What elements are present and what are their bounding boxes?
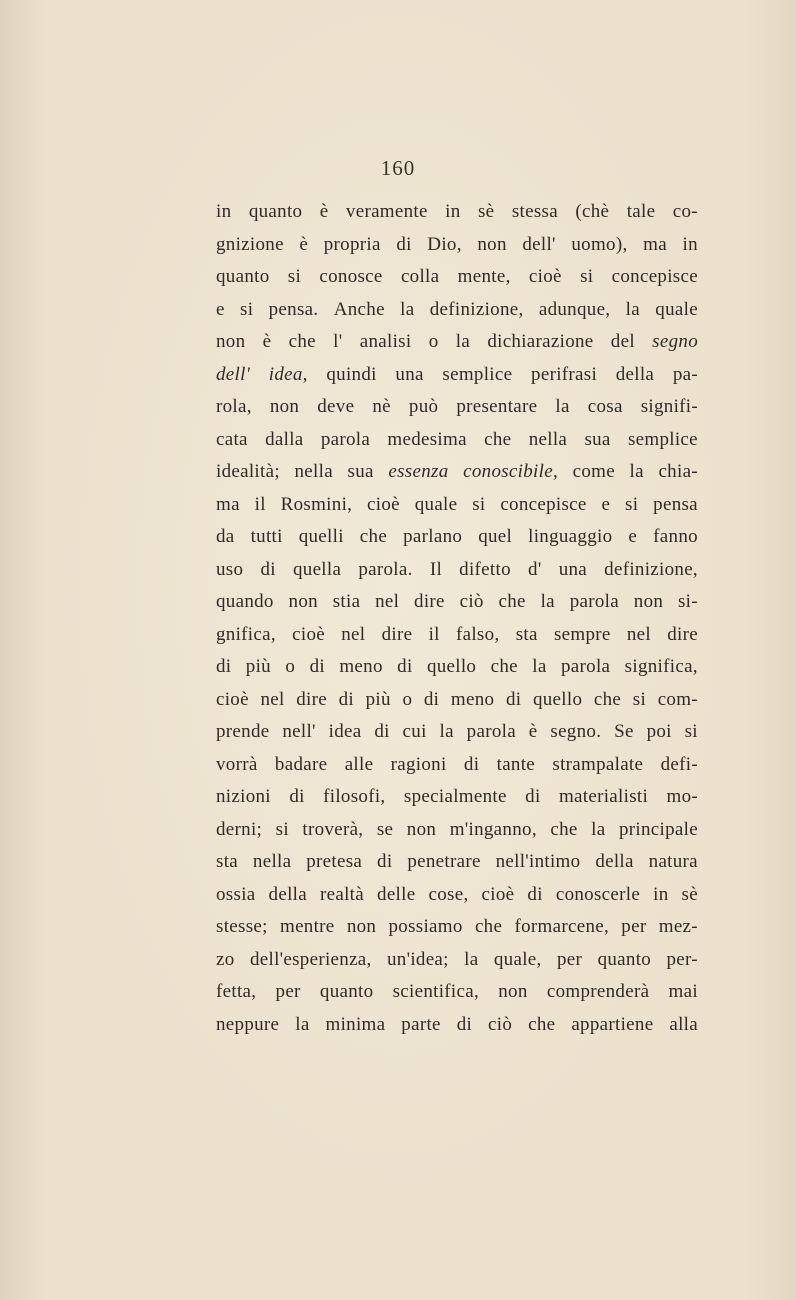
word: signifi- bbox=[640, 396, 698, 417]
word: defi- bbox=[660, 753, 698, 775]
word: la bbox=[455, 331, 471, 352]
word: del bbox=[610, 331, 635, 352]
word: la bbox=[555, 396, 570, 417]
word: di bbox=[289, 786, 305, 807]
word: non bbox=[216, 331, 246, 352]
word: cose, bbox=[428, 883, 469, 905]
word: sempre bbox=[553, 623, 611, 645]
word: deve bbox=[317, 396, 355, 417]
word: si bbox=[240, 298, 254, 320]
word: formarcene, bbox=[514, 916, 610, 937]
word: adunque, bbox=[538, 298, 611, 320]
word: non bbox=[477, 233, 507, 255]
word: che bbox=[498, 591, 526, 612]
word: uso bbox=[216, 558, 244, 580]
word: e bbox=[628, 526, 638, 547]
word: si bbox=[275, 818, 289, 840]
word: dell' bbox=[522, 233, 556, 255]
word: della bbox=[268, 883, 307, 905]
word: nel bbox=[375, 591, 400, 612]
word: in bbox=[682, 233, 698, 255]
word: troverà, bbox=[302, 818, 364, 840]
word: di bbox=[216, 656, 232, 677]
word: dire bbox=[414, 591, 445, 612]
word: cata bbox=[216, 428, 248, 450]
text-line bbox=[216, 489, 698, 522]
word: Se bbox=[614, 721, 634, 742]
word: di bbox=[505, 688, 522, 710]
word: pa- bbox=[672, 363, 698, 385]
word: dire bbox=[667, 623, 698, 645]
word: si- bbox=[677, 591, 698, 612]
word: natura bbox=[648, 851, 698, 872]
word: essenza bbox=[388, 461, 449, 482]
word: dire bbox=[296, 688, 327, 710]
word: quindi bbox=[326, 363, 377, 385]
text-line bbox=[216, 424, 698, 457]
word: pensa bbox=[653, 493, 698, 515]
word: rola, bbox=[216, 396, 252, 417]
word: quanto bbox=[248, 201, 303, 222]
word: fetta, bbox=[216, 981, 257, 1002]
word: scientifica, bbox=[392, 981, 480, 1002]
word: stia bbox=[332, 591, 361, 612]
word: e bbox=[601, 493, 611, 515]
word: derni; bbox=[216, 818, 263, 840]
word: parola bbox=[320, 428, 371, 450]
page-number: 160 bbox=[380, 156, 416, 180]
word: ossia bbox=[216, 883, 256, 905]
word: meno bbox=[339, 656, 383, 677]
word: cioè bbox=[216, 688, 249, 710]
word: è bbox=[528, 721, 538, 742]
word: Il bbox=[429, 558, 443, 580]
word: parlano bbox=[403, 526, 463, 547]
word: minima bbox=[325, 1013, 386, 1035]
word: nella bbox=[528, 428, 568, 450]
body-text bbox=[216, 196, 698, 1041]
word: si bbox=[632, 688, 647, 710]
word: pretesa bbox=[306, 851, 363, 872]
word: di bbox=[377, 851, 393, 872]
text-line bbox=[216, 1009, 698, 1042]
text-line bbox=[216, 781, 698, 814]
word: quelli bbox=[298, 526, 344, 547]
word: nel bbox=[626, 623, 651, 645]
word: di bbox=[309, 656, 325, 677]
word: tutti bbox=[250, 526, 283, 547]
word: per bbox=[621, 916, 647, 937]
word: in bbox=[653, 883, 669, 905]
word: ma bbox=[216, 493, 240, 515]
word: non bbox=[288, 591, 318, 612]
word: di bbox=[374, 721, 390, 742]
word: di bbox=[527, 883, 543, 905]
word: dichiarazione bbox=[487, 331, 594, 352]
word: la bbox=[464, 948, 479, 970]
word: per bbox=[275, 981, 301, 1002]
word: che bbox=[593, 688, 622, 710]
word: che bbox=[359, 526, 388, 547]
word: per bbox=[556, 948, 583, 970]
word: quale bbox=[655, 298, 698, 320]
word: della bbox=[615, 363, 655, 385]
word: uomo), bbox=[571, 233, 628, 255]
word: gnifica, bbox=[216, 623, 276, 645]
word: una bbox=[395, 363, 424, 385]
word: quale bbox=[414, 493, 458, 515]
word: medesima bbox=[387, 428, 467, 450]
word: parola. bbox=[358, 558, 413, 580]
word: quando bbox=[216, 591, 274, 612]
word: penetrare bbox=[407, 851, 481, 872]
word: che bbox=[288, 331, 316, 352]
word: concepisce bbox=[611, 266, 698, 287]
word: o bbox=[428, 331, 439, 352]
word: definizione, bbox=[604, 558, 698, 580]
text-line bbox=[216, 879, 698, 912]
word: linguaggio bbox=[528, 526, 613, 547]
word: idea bbox=[328, 721, 362, 742]
word: o bbox=[402, 688, 413, 710]
word: nè bbox=[372, 396, 391, 417]
word: strampalate bbox=[552, 753, 644, 775]
word: cioè bbox=[367, 493, 400, 515]
word: prende bbox=[216, 721, 270, 742]
text-line bbox=[216, 456, 698, 489]
word: si bbox=[287, 266, 302, 287]
word: ciò bbox=[488, 1013, 513, 1035]
word: quale, bbox=[493, 948, 542, 970]
word: la bbox=[532, 656, 547, 677]
word: propria bbox=[323, 233, 381, 255]
word: neppure bbox=[216, 1013, 280, 1035]
text-line bbox=[216, 749, 698, 782]
word: di bbox=[260, 558, 276, 580]
word: non bbox=[346, 916, 377, 937]
word: nella bbox=[252, 851, 292, 872]
text-line bbox=[216, 229, 698, 262]
text-line bbox=[216, 944, 698, 977]
word: delle bbox=[377, 883, 416, 905]
word: segno bbox=[652, 331, 698, 352]
word: stesse; bbox=[216, 916, 268, 937]
word: quanto bbox=[597, 948, 652, 970]
text-line bbox=[216, 976, 698, 1009]
word: fanno bbox=[653, 526, 698, 547]
word: difetto bbox=[459, 558, 511, 580]
word: chia- bbox=[658, 461, 698, 482]
word: perifrasi bbox=[531, 363, 598, 385]
word: zo bbox=[216, 948, 235, 970]
word: idealità; bbox=[216, 461, 280, 482]
word: specialmente bbox=[403, 786, 507, 807]
word: sua bbox=[584, 428, 611, 450]
word: quello bbox=[426, 656, 477, 677]
word: sta bbox=[515, 623, 538, 645]
word: cioè bbox=[481, 883, 515, 905]
word: dell'esperienza, bbox=[249, 948, 372, 970]
word: si bbox=[684, 721, 698, 742]
word: pensa. bbox=[268, 298, 319, 320]
text-line bbox=[216, 359, 698, 392]
word: per- bbox=[666, 948, 698, 970]
word: Dio, bbox=[427, 233, 462, 255]
word: parola bbox=[569, 591, 619, 612]
word: tante bbox=[496, 753, 536, 775]
word: co- bbox=[672, 201, 698, 222]
word: quanto bbox=[216, 266, 270, 287]
word: della bbox=[595, 851, 634, 872]
word: un'idea; bbox=[387, 948, 449, 970]
word: la bbox=[625, 298, 640, 320]
word: quanto bbox=[319, 981, 374, 1002]
word: da bbox=[216, 526, 235, 547]
word: la bbox=[295, 1013, 310, 1035]
word: il bbox=[254, 493, 266, 515]
word: concepisce bbox=[500, 493, 587, 515]
word: veramente bbox=[345, 201, 428, 222]
word: parola bbox=[466, 721, 516, 742]
word: nell' bbox=[282, 721, 316, 742]
word: di bbox=[456, 1013, 473, 1035]
word: ciò bbox=[459, 591, 484, 612]
word: non bbox=[633, 591, 664, 612]
word: conoscerle bbox=[555, 883, 641, 905]
word: di bbox=[396, 233, 412, 255]
text-line bbox=[216, 684, 698, 717]
word: la bbox=[439, 721, 454, 742]
word: sua bbox=[347, 461, 374, 482]
word: mai bbox=[668, 981, 698, 1002]
word: non bbox=[406, 818, 437, 840]
text-line bbox=[216, 716, 698, 749]
word: non bbox=[498, 981, 528, 1002]
word: sta bbox=[216, 851, 239, 872]
word: che bbox=[550, 818, 578, 840]
word: alle bbox=[344, 753, 374, 775]
word: dell' bbox=[216, 363, 251, 385]
word: quella bbox=[292, 558, 342, 580]
word: gnizione bbox=[216, 233, 284, 255]
word: in bbox=[445, 201, 461, 222]
word: presentare bbox=[456, 396, 538, 417]
word: nella bbox=[294, 461, 333, 482]
word: è bbox=[262, 331, 272, 352]
word: che bbox=[490, 656, 518, 677]
word: di bbox=[463, 753, 480, 775]
word: l' bbox=[333, 331, 343, 352]
word: colla bbox=[400, 266, 440, 287]
word: o bbox=[285, 656, 296, 677]
word: cui bbox=[402, 721, 427, 742]
word: conoscibile, bbox=[463, 461, 558, 482]
word: quel bbox=[478, 526, 513, 547]
word: m'inganno, bbox=[449, 818, 537, 840]
word: cosa bbox=[587, 396, 623, 417]
word: la bbox=[400, 298, 415, 320]
word: poi bbox=[646, 721, 672, 742]
word: ma bbox=[643, 233, 667, 255]
word: che bbox=[474, 916, 503, 937]
word: dalla bbox=[265, 428, 304, 450]
word: più bbox=[245, 656, 271, 677]
word: tale bbox=[626, 201, 656, 222]
word: di bbox=[338, 688, 354, 710]
word: d' bbox=[528, 558, 542, 580]
word: definizione, bbox=[429, 298, 524, 320]
word: la bbox=[591, 818, 606, 840]
word: il bbox=[428, 623, 440, 645]
word: nizioni bbox=[216, 786, 271, 807]
word: idea, bbox=[268, 363, 308, 385]
word: non bbox=[269, 396, 300, 417]
word: semplice bbox=[627, 428, 698, 450]
word: conosce bbox=[319, 266, 383, 287]
word: parte bbox=[401, 1013, 441, 1035]
text-line bbox=[216, 911, 698, 944]
word: semplice bbox=[442, 363, 513, 385]
text-line bbox=[216, 326, 698, 359]
word: la bbox=[629, 461, 644, 482]
word: comprenderà bbox=[546, 981, 650, 1002]
text-line bbox=[216, 814, 698, 847]
word: principale bbox=[618, 818, 698, 840]
text-line bbox=[216, 521, 698, 554]
word: che bbox=[484, 428, 512, 450]
word: quello bbox=[532, 688, 583, 710]
text-line bbox=[216, 846, 698, 879]
word: sè bbox=[681, 883, 698, 905]
word: mentre bbox=[279, 916, 335, 937]
word: mente, bbox=[457, 266, 511, 287]
word: la bbox=[540, 591, 555, 612]
text-line bbox=[216, 554, 698, 587]
word: cioè bbox=[292, 623, 325, 645]
word: è bbox=[299, 233, 309, 255]
word: com- bbox=[657, 688, 698, 710]
word: materialisti bbox=[558, 786, 649, 807]
word: sè bbox=[477, 201, 495, 222]
word: vorrà bbox=[216, 753, 258, 775]
word: mo- bbox=[666, 786, 698, 807]
word: nel bbox=[341, 623, 366, 645]
word: falso, bbox=[455, 623, 500, 645]
word: mez- bbox=[658, 916, 698, 937]
word: cioè bbox=[528, 266, 562, 287]
word: di bbox=[423, 688, 440, 710]
word: nel bbox=[260, 688, 285, 710]
word: di bbox=[525, 786, 541, 807]
text-line bbox=[216, 196, 698, 229]
word: realtà bbox=[320, 883, 364, 905]
word: analisi bbox=[359, 331, 412, 352]
word: nell'intimo bbox=[495, 851, 581, 872]
word: si bbox=[625, 493, 639, 515]
word: può bbox=[408, 396, 439, 417]
word: come bbox=[572, 461, 615, 482]
text-line bbox=[216, 619, 698, 652]
word: (chè bbox=[575, 201, 610, 222]
text-line bbox=[216, 651, 698, 684]
word: significa, bbox=[624, 656, 698, 677]
word: dire bbox=[381, 623, 413, 645]
text-line bbox=[216, 586, 698, 619]
word: si bbox=[472, 493, 486, 515]
word: si bbox=[580, 266, 594, 287]
word: appartiene bbox=[571, 1013, 654, 1035]
word: meno bbox=[450, 688, 495, 710]
word: alla bbox=[669, 1013, 698, 1035]
word: e bbox=[216, 298, 225, 320]
word: Anche bbox=[333, 298, 385, 320]
word: una bbox=[558, 558, 588, 580]
word: Rosmini, bbox=[280, 493, 353, 515]
word: in bbox=[216, 201, 232, 222]
word: badare bbox=[274, 753, 328, 775]
word: che bbox=[528, 1013, 556, 1035]
text-line bbox=[216, 294, 698, 327]
word: parola bbox=[561, 656, 611, 677]
text-line bbox=[216, 391, 698, 424]
word: ragioni bbox=[390, 753, 447, 775]
word: se bbox=[376, 818, 394, 840]
word: più bbox=[365, 688, 391, 710]
word: segno. bbox=[550, 721, 602, 742]
word: è bbox=[319, 201, 329, 222]
text-line bbox=[216, 261, 698, 294]
word: di bbox=[397, 656, 413, 677]
word: possiamo bbox=[388, 916, 463, 937]
word: stessa bbox=[511, 201, 558, 222]
word: filosofi, bbox=[323, 786, 386, 807]
